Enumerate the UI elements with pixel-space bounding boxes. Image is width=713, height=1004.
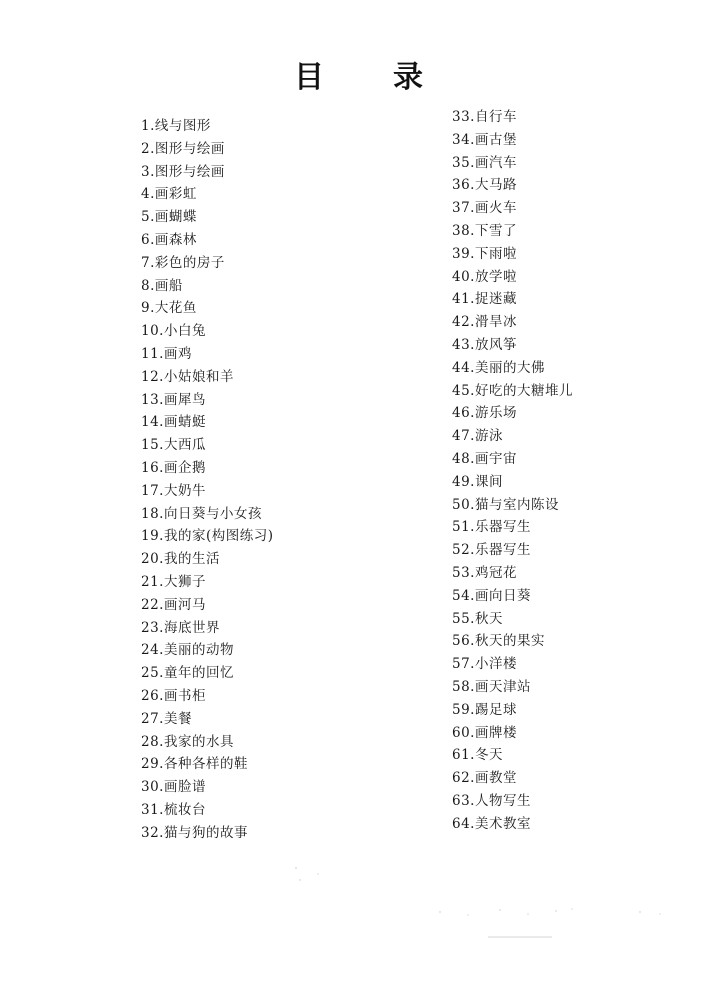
toc-entry[interactable]: 19.我的家(构图练习) <box>141 528 274 545</box>
toc-entry[interactable]: 20.我的生活 <box>141 551 220 568</box>
toc-entry[interactable]: 43.放风筝 <box>452 336 517 353</box>
toc-entry[interactable]: 3.图形与绘画 <box>141 163 225 180</box>
toc-entry[interactable]: 46.游乐场 <box>452 405 517 422</box>
toc-entry[interactable]: 58.画天津站 <box>452 678 531 695</box>
toc-entry[interactable]: 50.猫与室内陈设 <box>452 496 559 513</box>
toc-entry[interactable]: 52.乐器写生 <box>452 542 531 559</box>
toc-entry[interactable]: 63.人物写生 <box>452 792 531 809</box>
toc-entry[interactable]: 4.画彩虹 <box>141 186 197 203</box>
toc-entry[interactable]: 11.画鸡 <box>141 345 192 362</box>
toc-entry[interactable]: 45.好吃的大糖堆儿 <box>452 382 573 399</box>
toc-entry[interactable]: 39.下雨啦 <box>452 245 517 262</box>
toc-entry[interactable]: 37.画火车 <box>452 200 517 217</box>
title-char-mu: 目 <box>294 60 324 95</box>
toc-entry[interactable]: 13.画犀鸟 <box>141 391 206 408</box>
toc-entry[interactable]: 57.小洋楼 <box>452 656 517 673</box>
toc-entry[interactable]: 48.画宇宙 <box>452 450 517 467</box>
toc-entry[interactable]: 56.秋天的果实 <box>452 633 545 650</box>
toc-entry[interactable]: 28.我家的水具 <box>141 733 234 750</box>
toc-entry[interactable]: 33.自行车 <box>452 109 517 125</box>
toc-entry[interactable]: 38.下雪了 <box>452 222 517 239</box>
toc-entry[interactable]: 32.猫与狗的故事 <box>141 824 248 841</box>
toc-entry[interactable]: 9.大花鱼 <box>141 300 197 317</box>
toc-entry[interactable]: 49.课间 <box>452 473 503 490</box>
toc-entry[interactable]: 54.画向日葵 <box>452 587 531 604</box>
toc-entry[interactable]: 5.画蝴蝶 <box>141 209 197 226</box>
toc-entry[interactable]: 64.美术教室 <box>452 815 531 832</box>
toc-entry[interactable]: 53.鸡冠花 <box>452 564 517 581</box>
toc-entry[interactable]: 21.大狮子 <box>141 573 206 590</box>
toc-entry[interactable]: 31.梳妆台 <box>141 801 206 818</box>
toc-entry[interactable]: 61.冬天 <box>452 747 503 764</box>
toc-entry[interactable]: 14.画蜻蜓 <box>141 414 206 431</box>
toc-entry[interactable]: 60.画牌楼 <box>452 724 517 741</box>
toc-entry[interactable]: 16.画企鹅 <box>141 459 206 476</box>
toc-entry[interactable]: 12.小姑娘和羊 <box>141 368 234 385</box>
toc-entry[interactable]: 2.图形与绘画 <box>141 140 225 157</box>
toc-entry[interactable]: 41.捉迷藏 <box>452 291 517 308</box>
toc-entry[interactable]: 34.画古堡 <box>452 131 517 148</box>
toc-entry[interactable]: 47.游泳 <box>452 428 503 445</box>
toc-entry[interactable]: 44.美丽的大佛 <box>452 359 545 376</box>
toc-entry[interactable]: 26.画书柜 <box>141 687 206 704</box>
toc-entry[interactable]: 27.美餐 <box>141 710 192 727</box>
title-char-lu: 录 <box>393 60 423 95</box>
toc-entry[interactable]: 51.乐器写生 <box>452 519 531 536</box>
toc-entry[interactable]: 22.画河马 <box>141 596 206 613</box>
toc-entry[interactable]: 42.滑旱冰 <box>452 314 517 331</box>
toc-entry[interactable]: 10.小白兔 <box>141 323 206 340</box>
toc-entry[interactable]: 40.放学啦 <box>452 268 517 285</box>
toc-entry[interactable]: 15.大西瓜 <box>141 437 206 454</box>
toc-entry[interactable]: 24.美丽的动物 <box>141 642 234 659</box>
toc-entry[interactable]: 62.画教堂 <box>452 770 517 787</box>
toc-entry[interactable]: 8.画船 <box>141 277 183 294</box>
toc-entry[interactable]: 23.海底世界 <box>141 619 220 636</box>
toc-entry[interactable]: 17.大奶牛 <box>141 482 206 499</box>
toc-entry[interactable]: 55.秋天 <box>452 610 503 627</box>
toc-entry[interactable]: 6.画森林 <box>141 231 197 248</box>
toc-entry[interactable]: 59.踢足球 <box>452 701 517 718</box>
toc-entry[interactable]: 30.画脸谱 <box>141 779 206 796</box>
toc-entry[interactable]: 7.彩色的房子 <box>141 254 225 271</box>
toc-entry[interactable]: 35.画汽车 <box>452 154 517 171</box>
toc-entry[interactable]: 25.童年的回忆 <box>141 665 234 682</box>
toc-entry[interactable]: 36.大马路 <box>452 177 517 194</box>
toc-entry[interactable]: 1.线与图形 <box>141 118 211 134</box>
toc-entry[interactable]: 18.向日葵与小女孩 <box>141 505 262 522</box>
toc-entry[interactable]: 29.各种各样的鞋 <box>141 756 248 773</box>
